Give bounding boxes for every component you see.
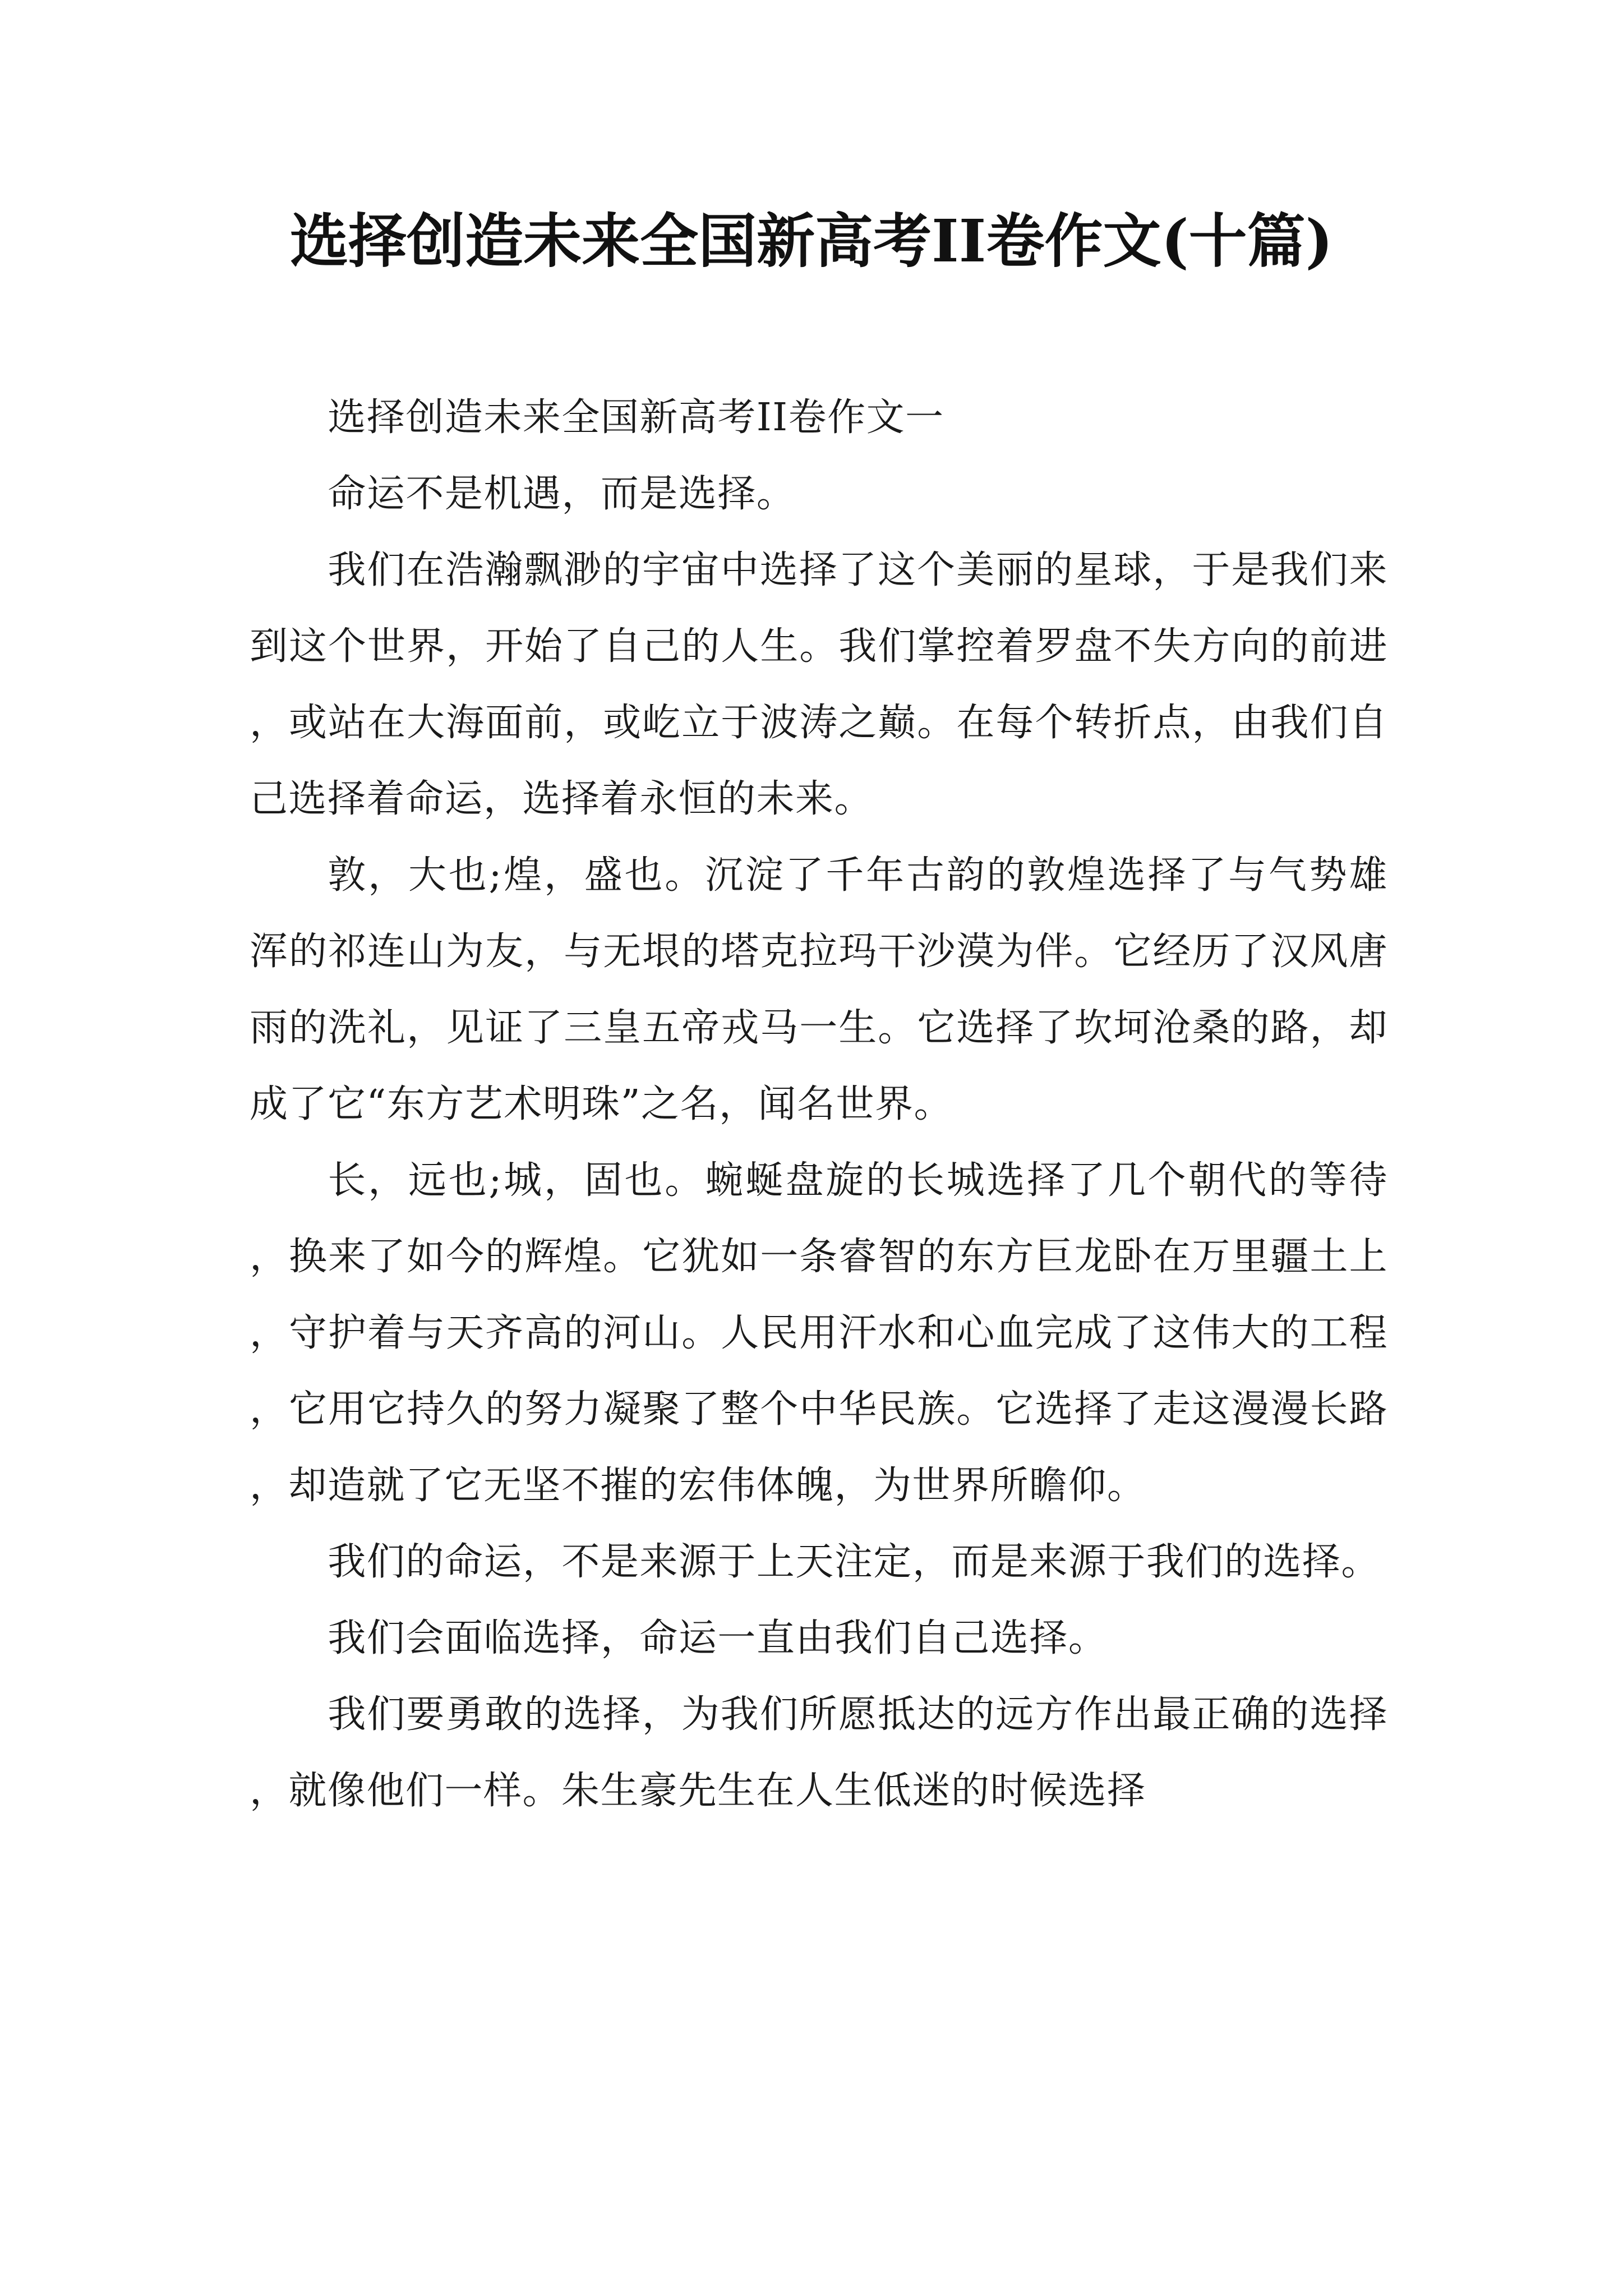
- paragraph: 我们在浩瀚飘渺的宇宙中选择了这个美丽的星球，于是我们来到这个世界，开始了自己的人生。我们掌控着罗盘不失方向的前进，或站在大海面前，或屹立于波涛之巅。在每个转折点，由我们自己选择着命运，选择着永恒的未来。: [250, 548, 1388, 821]
- paragraph: 我们要勇敢的选择，为我们所愿抵达的远方作出最正确的选择，就像他们一样。朱生豪先生在人生低迷的时候选择: [250, 1692, 1388, 1813]
- paragraph: 长，远也;城，固也。蜿蜒盘旋的长城选择了几个朝代的等待，换来了如今的辉煌。它犹如一条睿智的东方巨龙卧在万里疆土上，守护着与天齐高的河山。人民用汗水和心血完成了这伟大的工程，它用它持久的努力凝聚了整个中华民族。它选择了走这漫漫长路，却造就了它无坚不摧的宏伟体魄，为世界所瞻仰。: [250, 1158, 1388, 1508]
- paragraph: 命运不是机遇，而是选择。: [328, 472, 796, 516]
- document-body: [250, 380, 1388, 1829]
- section-heading: 选择创造未来全国新高考II卷作文一: [328, 395, 944, 440]
- paragraph: 敦，大也;煌，盛也。沉淀了千年古韵的敦煌选择了与气势雄浑的祁连山为友，与无垠的塔克拉玛干沙漠为伴。它经历了汉风唐雨的洗礼，见证了三皇五帝戎马一生。它选择了坎坷沧桑的路，却成了它“东方艺术明珠”之名，闻名世界。: [250, 853, 1388, 1126]
- paragraph: 我们会面临选择，命运一直由我们自己选择。: [328, 1616, 1108, 1660]
- paragraph: 我们的命运，不是来源于上天注定，而是来源于我们的选择。: [328, 1540, 1380, 1584]
- document-title: 选择创造未来全国新高考II卷作文(十篇): [290, 206, 1333, 275]
